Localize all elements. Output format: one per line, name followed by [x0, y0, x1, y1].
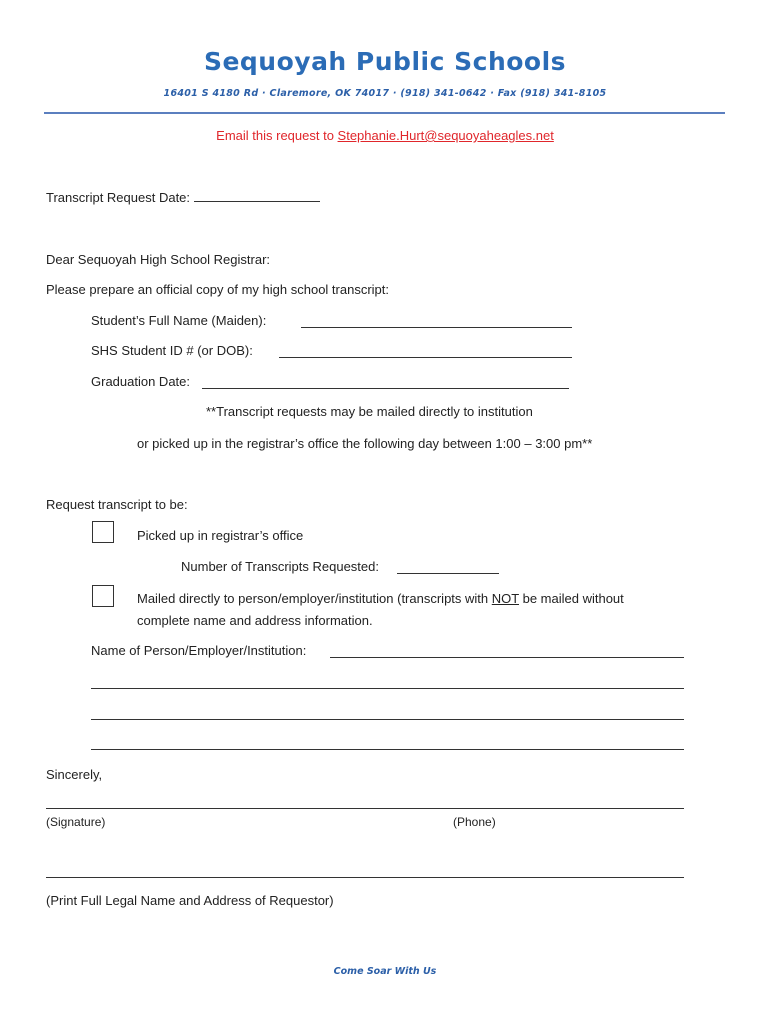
- header-divider: [44, 112, 725, 114]
- mail-option-text-1: Mailed directly to person/employer/institution (transcripts with: [137, 591, 492, 606]
- note-line-1: **Transcript requests may be mailed directly to institution: [206, 404, 533, 419]
- salutation: Dear Sequoyah High School Registrar:: [46, 252, 271, 267]
- recipient-field[interactable]: [330, 657, 684, 658]
- print-name-label: (Print Full Legal Name and Address of Requestor): [46, 893, 334, 908]
- pickup-option-label: Picked up in registrar’s office: [137, 528, 304, 543]
- recipient-row: [91, 643, 306, 658]
- mail-checkbox[interactable]: [92, 585, 114, 607]
- mail-option-text-2: be mailed without: [518, 591, 624, 606]
- print-name-line[interactable]: [46, 877, 684, 878]
- closing-text: Sincerely,: [46, 767, 103, 782]
- recipient-address-line-2[interactable]: [91, 719, 684, 720]
- student-name-field[interactable]: [301, 327, 572, 328]
- phone-label: (Phone): [453, 815, 496, 829]
- student-name-label: Student’s Full Name (Maiden):: [91, 313, 267, 328]
- email-instruction-prefix: Email this request to: [216, 128, 338, 143]
- student-id-row: [91, 343, 253, 358]
- pickup-checkbox[interactable]: [92, 521, 114, 543]
- signature-line[interactable]: [46, 808, 684, 809]
- number-requested-field[interactable]: [397, 573, 499, 574]
- footer-tagline: Come Soar With Us: [333, 966, 437, 977]
- student-name-row: [91, 313, 266, 328]
- note-line-2: or picked up in the registrar’s office the following day between 1:00 – 3:00 pm**: [137, 436, 593, 451]
- graduation-date-field[interactable]: [202, 388, 569, 389]
- request-date-field[interactable]: [194, 189, 320, 202]
- mail-option-not: NOT: [491, 591, 519, 606]
- graduation-date-label: Graduation Date:: [91, 374, 191, 389]
- mail-option-label: [137, 591, 624, 606]
- intro-text: Please prepare an official copy of my high school transcript:: [46, 282, 389, 297]
- recipient-label: Name of Person/Employer/Institution:: [91, 643, 307, 658]
- school-address-line: 16401 S 4180 Rd · Claremore, OK 74017 · (918) 341-0642 · Fax (918) 341-8105: [163, 88, 607, 99]
- mail-option-line-2: complete name and address information.: [137, 613, 373, 628]
- recipient-address-line-3[interactable]: [91, 749, 684, 750]
- email-link[interactable]: Stephanie.Hurt@sequoyaheagles.net: [337, 128, 554, 143]
- graduation-date-row: [91, 374, 190, 389]
- school-name-title: Sequoyah Public Schools: [203, 47, 567, 76]
- number-requested-row: [181, 559, 379, 574]
- email-instruction: [0, 128, 770, 143]
- student-id-field[interactable]: [279, 357, 572, 358]
- number-requested-label: Number of Transcripts Requested:: [181, 559, 379, 574]
- recipient-address-line-1[interactable]: [91, 688, 684, 689]
- signature-label: (Signature): [46, 815, 106, 829]
- request-date-row: [46, 189, 320, 205]
- request-options-label: Request transcript to be:: [46, 497, 188, 512]
- student-id-label: SHS Student ID # (or DOB):: [91, 343, 253, 358]
- request-date-label: Transcript Request Date:: [46, 190, 191, 205]
